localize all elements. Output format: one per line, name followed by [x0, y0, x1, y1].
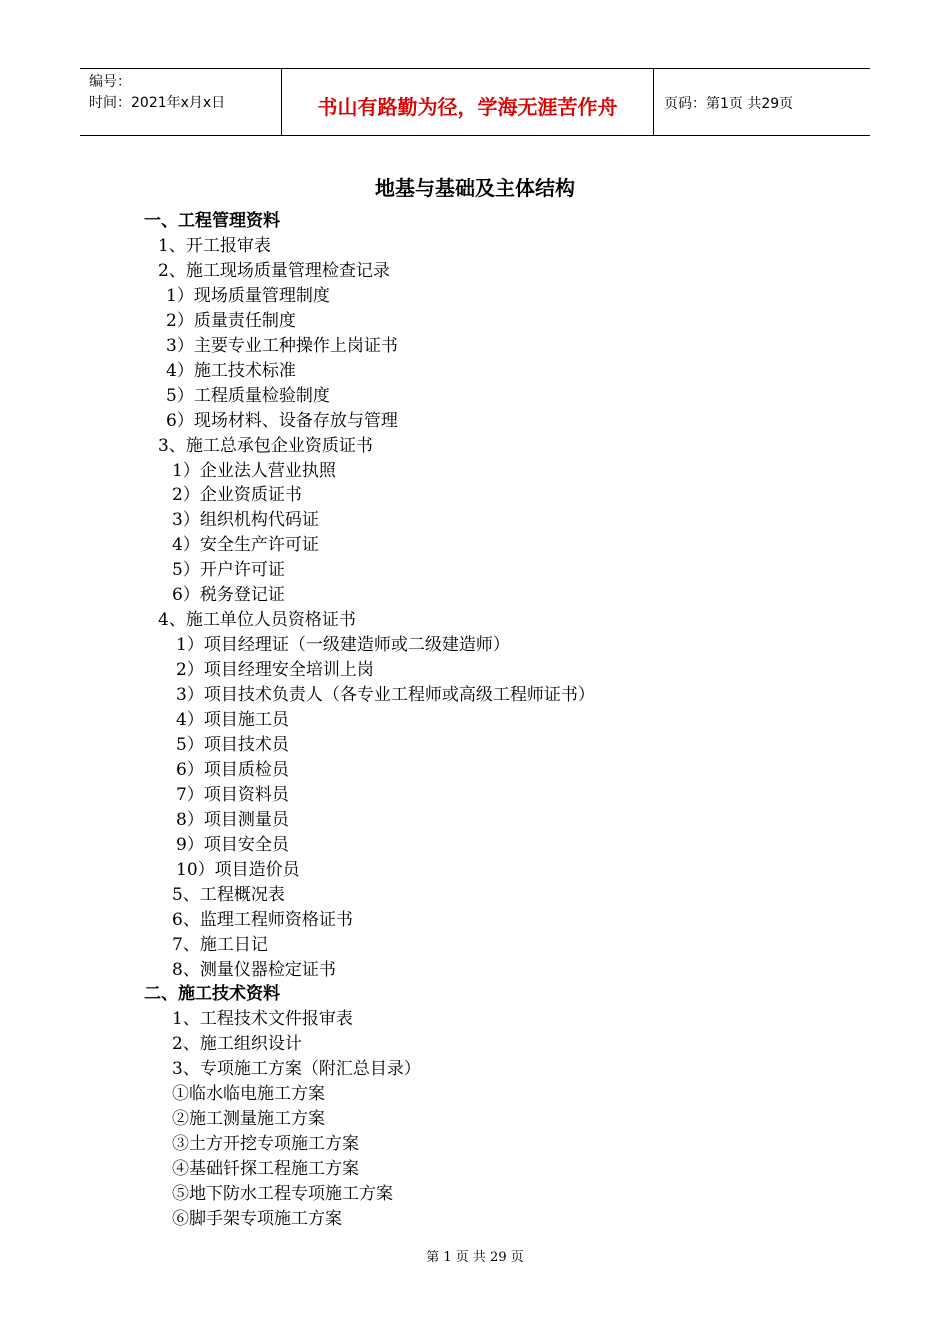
- list-item: 5）工程质量检验制度: [166, 386, 330, 406]
- list-item: 2）项目经理安全培训上岗: [176, 660, 374, 680]
- document-title: 地基与基础及主体结构: [375, 176, 575, 200]
- list-item: 1）企业法人营业执照: [172, 461, 336, 481]
- list-item: 3、专项施工方案（附汇总目录）: [172, 1059, 421, 1079]
- list-item: ②施工测量施工方案: [172, 1109, 325, 1129]
- list-item: 4）施工技术标准: [166, 361, 296, 381]
- header-page-info: 页码：第1页 共29页: [664, 96, 794, 112]
- list-item: 4）安全生产许可证: [172, 535, 319, 555]
- list-item: ①临水临电施工方案: [172, 1084, 325, 1104]
- list-item: 7）项目资料员: [176, 785, 289, 805]
- list-item: ④基础钎探工程施工方案: [172, 1159, 359, 1179]
- list-item: 8、测量仪器检定证书: [172, 960, 336, 980]
- list-item: 4）项目施工员: [176, 710, 289, 730]
- header-motto: 书山有路勤为径，学海无涯苦作舟: [282, 69, 654, 135]
- page-footer: 第 1 页 共 29 页: [426, 1250, 524, 1265]
- list-item: 6、监理工程师资格证书: [172, 910, 353, 930]
- list-item: 5、工程概况表: [172, 885, 285, 905]
- list-item: 5）项目技术员: [176, 735, 289, 755]
- list-item: ③土方开挖专项施工方案: [172, 1134, 359, 1154]
- list-item: 5）开户许可证: [172, 560, 285, 580]
- section-heading: 一、工程管理资料: [144, 211, 280, 231]
- doc-number-label: 编号：: [89, 74, 131, 90]
- list-item: 3）组织机构代码证: [172, 510, 319, 530]
- list-item: 1）项目经理证（一级建造师或二级建造师）: [176, 635, 510, 655]
- section-heading: 二、施工技术资料: [144, 984, 280, 1004]
- doc-time-label: 时间：2021年x月x日: [89, 95, 226, 111]
- list-item: 2、施工现场质量管理检查记录: [158, 261, 390, 281]
- list-item: 1、工程技术文件报审表: [172, 1009, 353, 1029]
- list-item: 10）项目造价员: [176, 860, 300, 880]
- list-item: ⑥脚手架专项施工方案: [172, 1209, 342, 1229]
- list-item: 6）税务登记证: [172, 585, 285, 605]
- list-item: 2、施工组织设计: [172, 1034, 302, 1054]
- page-header: [80, 68, 870, 136]
- list-item: 6）项目质检员: [176, 760, 289, 780]
- list-item: 1、开工报审表: [158, 236, 271, 256]
- list-item: 1）现场质量管理制度: [166, 286, 330, 306]
- list-item: 2）质量责任制度: [166, 311, 296, 331]
- list-item: 2）企业资质证书: [172, 485, 302, 505]
- list-item: 3）项目技术负责人（各专业工程师或高级工程师证书）: [176, 685, 595, 705]
- list-item: 3、施工总承包企业资质证书: [158, 436, 373, 456]
- list-item: 7、施工日记: [172, 935, 268, 955]
- list-item: 3）主要专业工种操作上岗证书: [166, 336, 398, 356]
- list-item: ⑤地下防水工程专项施工方案: [172, 1184, 393, 1204]
- header-meta: [80, 69, 282, 135]
- list-item: 4、施工单位人员资格证书: [158, 610, 356, 630]
- list-item: 9）项目安全员: [176, 835, 289, 855]
- list-item: 8）项目测量员: [176, 810, 289, 830]
- list-item: 6）现场材料、设备存放与管理: [166, 411, 398, 431]
